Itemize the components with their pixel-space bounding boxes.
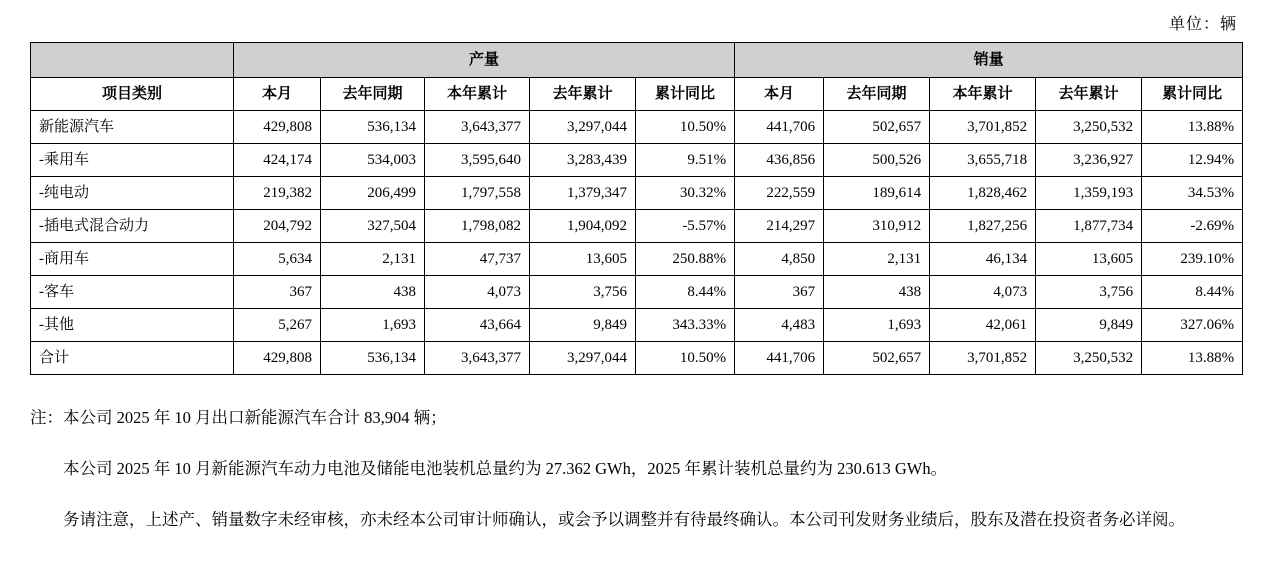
- table-cell: 4,073: [425, 276, 530, 309]
- table-cell: 4,483: [735, 309, 824, 342]
- table-cell: 5,634: [234, 243, 321, 276]
- sales-yoy-header: 累计同比: [1142, 78, 1243, 111]
- table-cell: -2.69%: [1142, 210, 1243, 243]
- table-cell: 3,701,852: [930, 342, 1036, 375]
- table-cell: 502,657: [824, 342, 930, 375]
- table-cell: 536,134: [321, 342, 425, 375]
- table-cell: 2,131: [321, 243, 425, 276]
- corner-cell: [31, 43, 234, 78]
- table-cell: 214,297: [735, 210, 824, 243]
- row-label: 新能源汽车: [31, 111, 234, 144]
- table-cell: 43,664: [425, 309, 530, 342]
- table-cell: 12.94%: [1142, 144, 1243, 177]
- category-column-header: 项目类别: [31, 78, 234, 111]
- table-cell: 438: [321, 276, 425, 309]
- table-cell: 3,236,927: [1036, 144, 1142, 177]
- table-cell: 2,131: [824, 243, 930, 276]
- table-cell: 429,808: [234, 342, 321, 375]
- table-row: [31, 243, 1243, 276]
- table-cell: 1,359,193: [1036, 177, 1142, 210]
- table-cell: 8.44%: [636, 276, 735, 309]
- table-cell: 206,499: [321, 177, 425, 210]
- table-cell: 34.53%: [1142, 177, 1243, 210]
- table-cell: 13.88%: [1142, 342, 1243, 375]
- table-cell: 30.32%: [636, 177, 735, 210]
- table-cell: 42,061: [930, 309, 1036, 342]
- production-group-header: 产量: [234, 43, 735, 78]
- table-cell: 327,504: [321, 210, 425, 243]
- table-cell: 9.51%: [636, 144, 735, 177]
- table-cell: 46,134: [930, 243, 1036, 276]
- table-cell: 47,737: [425, 243, 530, 276]
- table-cell: 8.44%: [1142, 276, 1243, 309]
- table-cell: 13.88%: [1142, 111, 1243, 144]
- table-cell: 222,559: [735, 177, 824, 210]
- table-cell: 3,756: [1036, 276, 1142, 309]
- table-cell: 1,797,558: [425, 177, 530, 210]
- table-cell: 3,756: [530, 276, 636, 309]
- table-cell: 502,657: [824, 111, 930, 144]
- row-label: -商用车: [31, 243, 234, 276]
- table-cell: 3,250,532: [1036, 111, 1142, 144]
- column-header-row: [31, 78, 1243, 111]
- table-cell: 10.50%: [636, 111, 735, 144]
- table-cell: 4,073: [930, 276, 1036, 309]
- sales-month-header: 本月: [735, 78, 824, 111]
- table-row: [31, 210, 1243, 243]
- table-cell: 1,693: [321, 309, 425, 342]
- table-body: [31, 111, 1243, 375]
- row-label: -客车: [31, 276, 234, 309]
- table-cell: 239.10%: [1142, 243, 1243, 276]
- table-cell: 367: [735, 276, 824, 309]
- table-cell: 1,693: [824, 309, 930, 342]
- table-cell: 3,701,852: [930, 111, 1036, 144]
- table-cell: 534,003: [321, 144, 425, 177]
- table-cell: 424,174: [234, 144, 321, 177]
- table-cell: 4,850: [735, 243, 824, 276]
- sales-ytd-header: 本年累计: [930, 78, 1036, 111]
- table-cell: 367: [234, 276, 321, 309]
- table-cell: 3,297,044: [530, 111, 636, 144]
- table-cell: 5,267: [234, 309, 321, 342]
- note-export-volume: 注：本公司 2025 年 10 月出口新能源汽车合计 83,904 辆；: [30, 408, 447, 427]
- production-month-header: 本月: [234, 78, 321, 111]
- row-label: -乘用车: [31, 144, 234, 177]
- production-last-year-period-header: 去年同期: [321, 78, 425, 111]
- row-label: 合计: [31, 342, 234, 375]
- table-row: [31, 276, 1243, 309]
- table-row: [31, 309, 1243, 342]
- table-cell: 343.33%: [636, 309, 735, 342]
- table-cell: 250.88%: [636, 243, 735, 276]
- table-cell: 1,798,082: [425, 210, 530, 243]
- table-header: [31, 43, 1243, 111]
- table-cell: -5.57%: [636, 210, 735, 243]
- production-last-ytd-header: 去年累计: [530, 78, 636, 111]
- table-cell: 1,379,347: [530, 177, 636, 210]
- table-cell: 9,849: [530, 309, 636, 342]
- row-label: -其他: [31, 309, 234, 342]
- note-disclaimer: 务请注意，上述产、销量数字未经审核，亦未经本公司审计师确认，或会予以调整并有待最终确认。本公司刊发财务业绩后，股东及潜在投资者务必详阅。: [63, 510, 1185, 529]
- row-label: -插电式混合动力: [31, 210, 234, 243]
- table-cell: 3,655,718: [930, 144, 1036, 177]
- table-cell: 441,706: [735, 111, 824, 144]
- table-cell: 10.50%: [636, 342, 735, 375]
- table-cell: 3,297,044: [530, 342, 636, 375]
- table-cell: 3,283,439: [530, 144, 636, 177]
- table-cell: 1,877,734: [1036, 210, 1142, 243]
- table-cell: 3,643,377: [425, 342, 530, 375]
- table-cell: 13,605: [530, 243, 636, 276]
- table-cell: 1,828,462: [930, 177, 1036, 210]
- table-row: [31, 111, 1243, 144]
- table-cell: 219,382: [234, 177, 321, 210]
- table-cell: 1,827,256: [930, 210, 1036, 243]
- table-cell: 500,526: [824, 144, 930, 177]
- table-cell: 3,250,532: [1036, 342, 1142, 375]
- table-cell: 438: [824, 276, 930, 309]
- production-sales-table: [30, 42, 1243, 375]
- table-cell: 327.06%: [1142, 309, 1243, 342]
- table-cell: 189,614: [824, 177, 930, 210]
- note-battery-installation: 本公司 2025 年 10 月新能源汽车动力电池及储能电池装机总量约为 27.362 GWh，2025 年累计装机总量约为 230.613 GWh。: [63, 459, 948, 478]
- group-header-row: [31, 43, 1243, 78]
- table-cell: 3,643,377: [425, 111, 530, 144]
- table-cell: 436,856: [735, 144, 824, 177]
- table-row: [31, 144, 1243, 177]
- table-cell: 1,904,092: [530, 210, 636, 243]
- sales-last-ytd-header: 去年累计: [1036, 78, 1142, 111]
- table-cell: 204,792: [234, 210, 321, 243]
- production-yoy-header: 累计同比: [636, 78, 735, 111]
- table-cell: 429,808: [234, 111, 321, 144]
- table-cell: 441,706: [735, 342, 824, 375]
- production-ytd-header: 本年累计: [425, 78, 530, 111]
- unit-label: 单位：辆: [1168, 16, 1237, 33]
- table-cell: 536,134: [321, 111, 425, 144]
- table-cell: 310,912: [824, 210, 930, 243]
- row-label: -纯电动: [31, 177, 234, 210]
- sales-group-header: 销量: [735, 43, 1243, 78]
- table-cell: 13,605: [1036, 243, 1142, 276]
- table-cell: 9,849: [1036, 309, 1142, 342]
- table-row: [31, 342, 1243, 375]
- table-cell: 3,595,640: [425, 144, 530, 177]
- sales-last-year-period-header: 去年同期: [824, 78, 930, 111]
- table-row: [31, 177, 1243, 210]
- notes-section: [30, 402, 1244, 555]
